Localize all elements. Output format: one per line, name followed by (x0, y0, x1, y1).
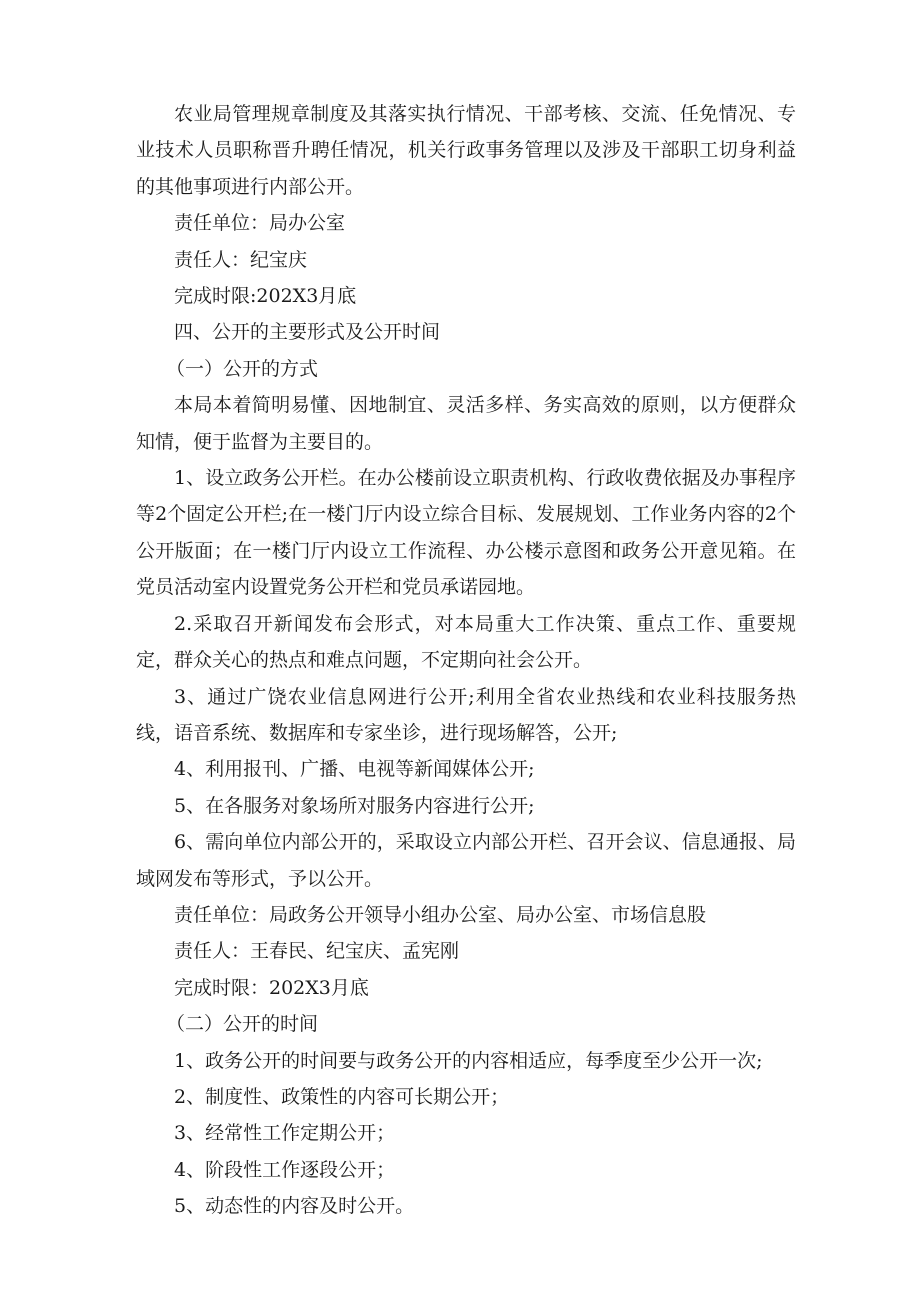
document-page (136, 96, 796, 1225)
section-heading-4: 四、公开的主要形式及公开时间 (174, 321, 441, 344)
list-item-1: 1、设立政务公开栏。在办公楼前设立职责机构、行政收费依据及办事程序等2个固定公开栏;在一楼门厅内设立综合目标、发展规划、工作业务内容的2个公开版面；在一楼门厅内设立工作流程、办公楼示意图和政务公开意见箱。在党员活动室内设置党务公开栏和党员承诺园地。 (136, 467, 796, 599)
responsible-unit-1: 责任单位：局办公室 (174, 212, 346, 235)
list-item-2: 2.采取召开新闻发布会形式，对本局重大工作决策、重点工作、重要规定，群众关心的热点和难点问题，不定期向社会公开。 (136, 612, 796, 672)
paragraph-internal-disclosure: 农业局管理规章制度及其落实执行情况、干部考核、交流、任免情况、专业技术人员职称晋升聘任情况，机关行政事务管理以及涉及干部职工切身利益的其他事项进行内部公开。 (136, 103, 796, 198)
subsection-heading-1: （一）公开的方式 (166, 357, 319, 380)
deadline-2: 完成时限：202X3月底 (174, 976, 369, 999)
list-item-4: 4、利用报刊、广播、电视等新闻媒体公开; (174, 758, 535, 781)
time-item-3: 3、经常性工作定期公开； (174, 1122, 396, 1145)
list-item-5: 5、在各服务对象场所对服务内容进行公开; (174, 794, 535, 817)
time-item-1: 1、政务公开的时间要与政务公开的内容相适应，每季度至少公开一次; (174, 1049, 763, 1072)
deadline-1: 完成时限:202X3月底 (174, 285, 357, 308)
list-item-3: 3、通过广饶农业信息网进行公开;利用全省农业热线和农业科技服务热线，语音系统、数据库和专家坐诊，进行现场解答，公开; (136, 685, 796, 744)
responsible-person-2: 责任人：王春民、纪宝庆、孟宪刚 (174, 940, 460, 963)
list-item-6: 6、需向单位内部公开的，采取设立内部公开栏、召开会议、信息通报、局域网发布等形式，予以公开。 (136, 831, 796, 890)
responsible-person-1: 责任人：纪宝庆 (174, 248, 308, 271)
subsection-heading-2: （二）公开的时间 (166, 1013, 319, 1036)
time-item-4: 4、阶段性工作逐段公开； (174, 1158, 396, 1181)
time-item-2: 2、制度性、政策性的内容可长期公开； (174, 1085, 510, 1108)
paragraph-principles: 本局本着简明易懂、因地制宜、灵活多样、务实高效的原则，以方便群众知情，便于监督为主要目的。 (136, 394, 796, 453)
time-item-5: 5、动态性的内容及时公开。 (174, 1195, 415, 1218)
responsible-unit-2: 责任单位：局政务公开领导小组办公室、局办公室、市场信息股 (174, 903, 707, 926)
